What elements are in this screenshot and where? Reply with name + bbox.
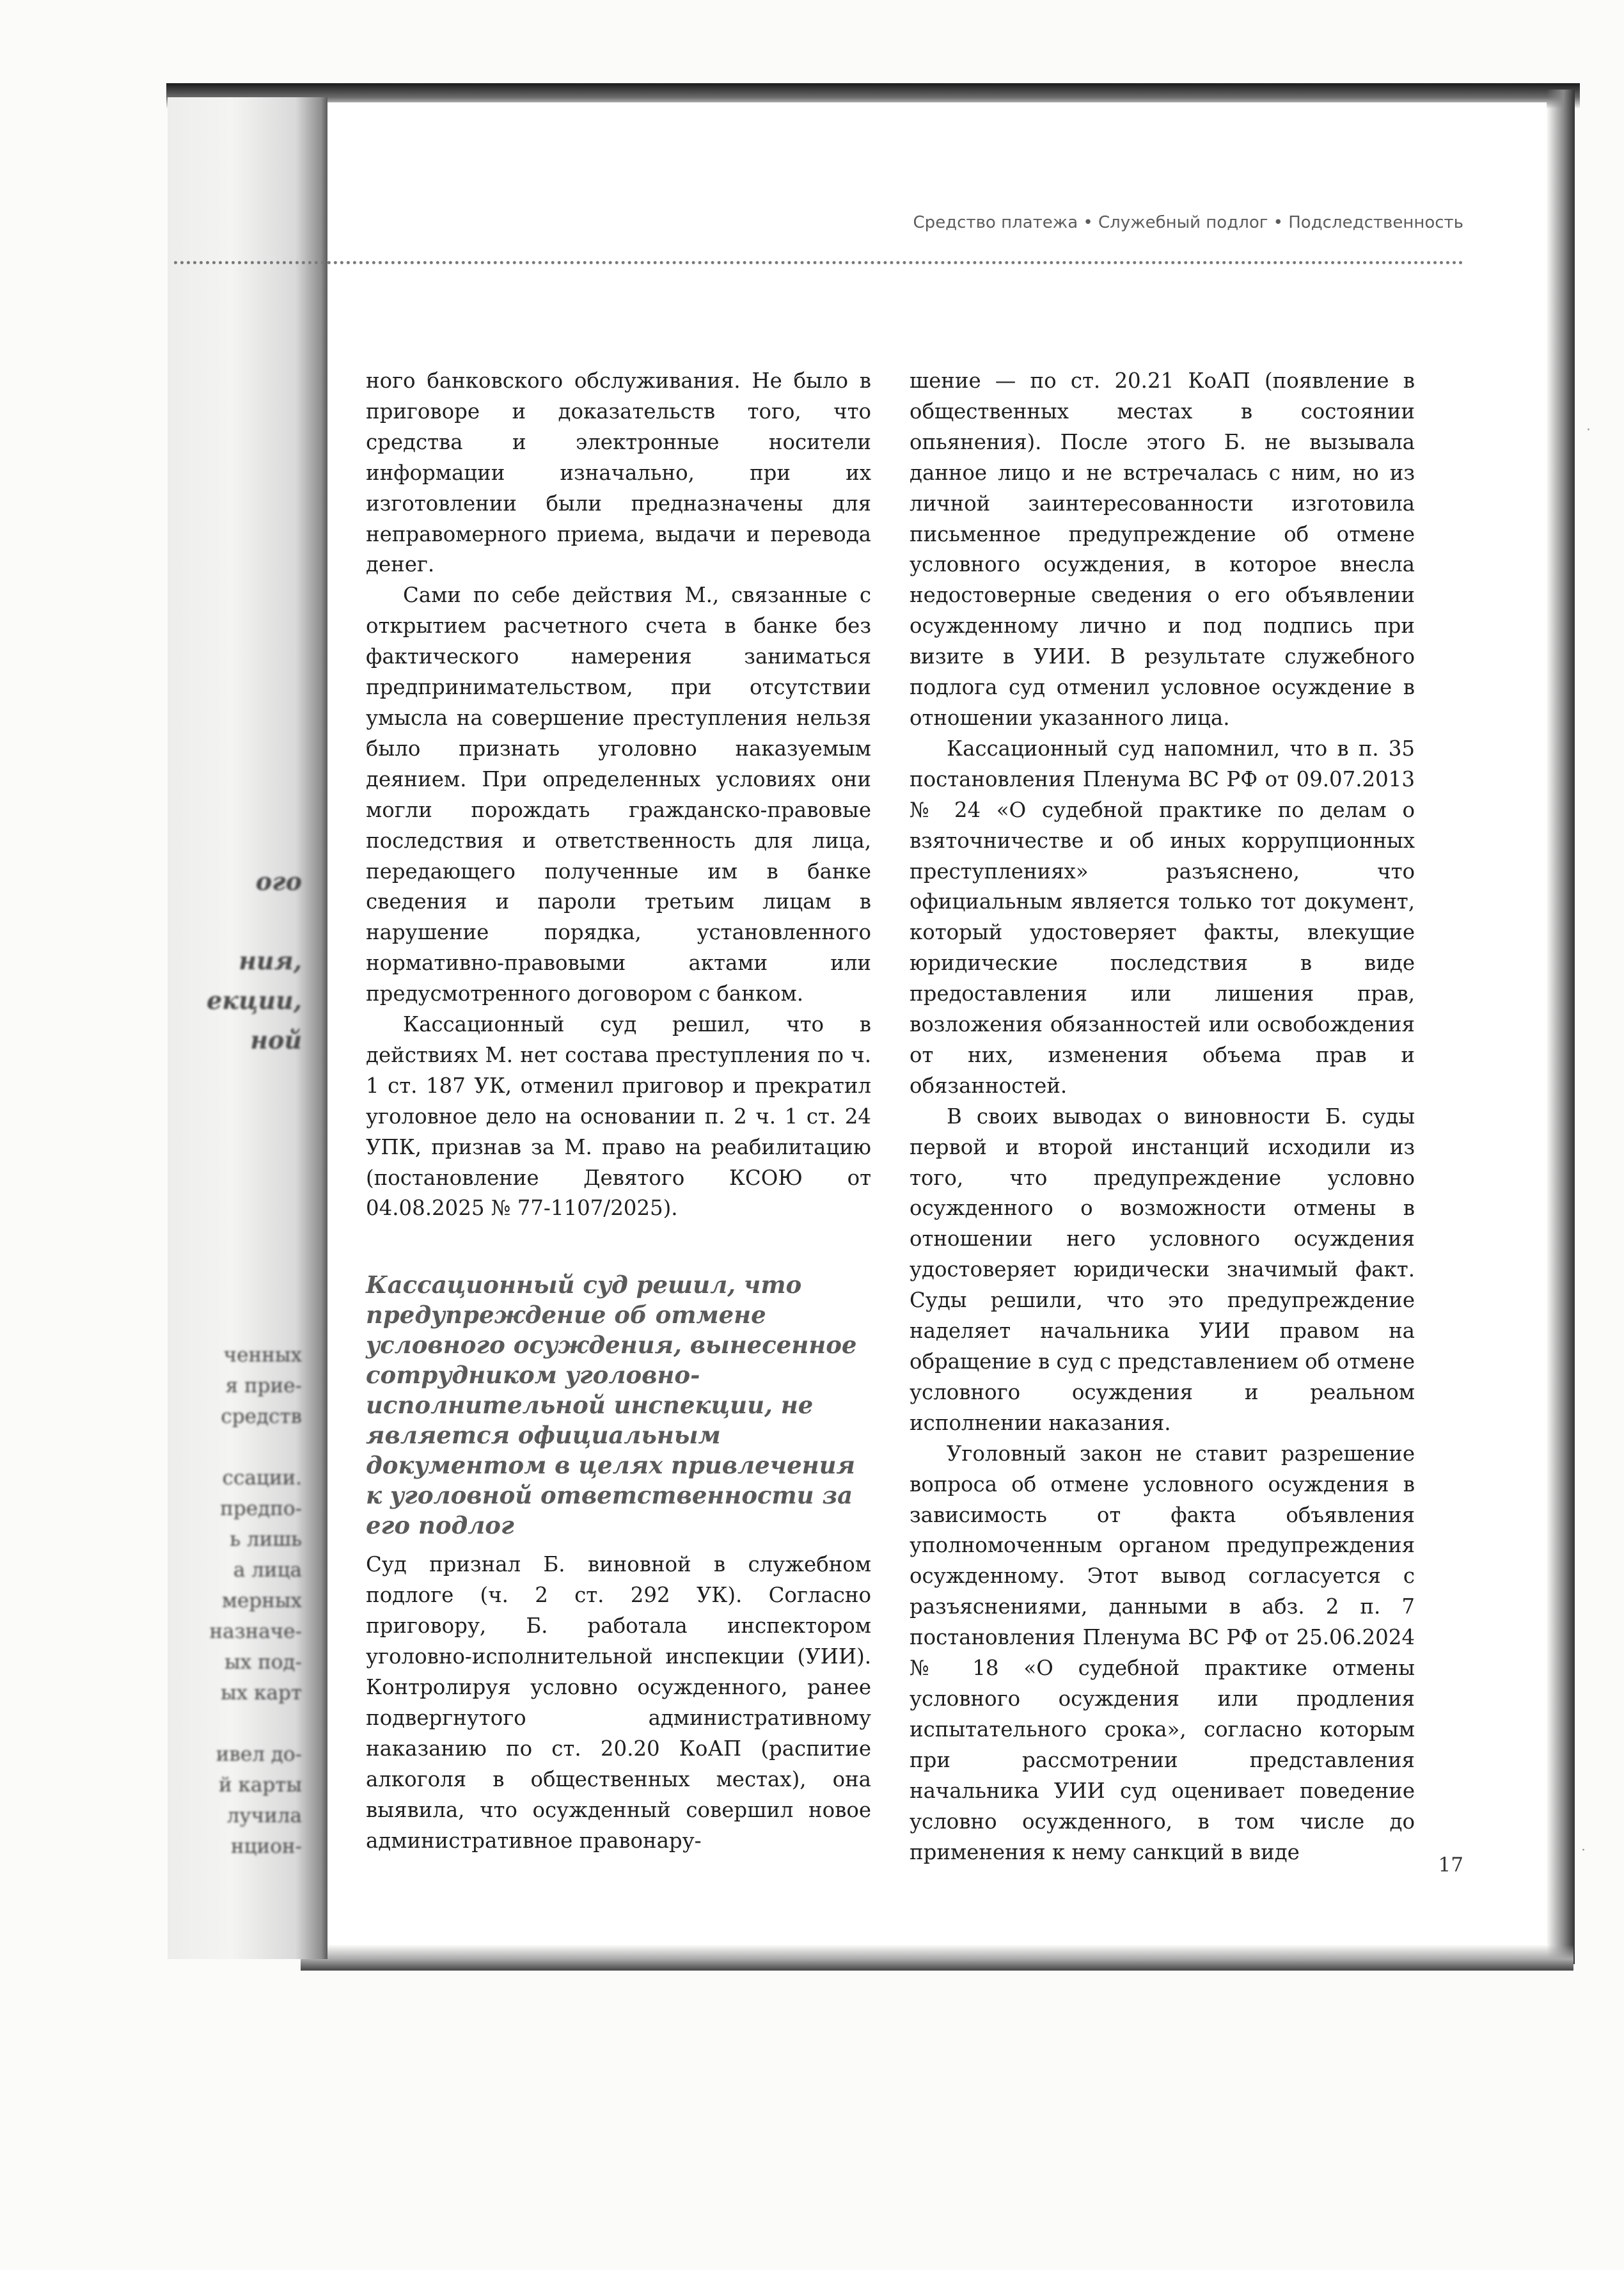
callout-heading: Кассационный суд решил, что предупреждение об отмене условного осуждения, вынесенное сотрудником уголовно-исполнительной инспекции, не является официальным документом в целях привлечения к уголовной ответственности за его подлог xyxy=(366,1271,857,1540)
scan-shadow-right xyxy=(1547,90,1575,1964)
right-column xyxy=(910,366,1415,1868)
left-page-text-fragments: ченных я прие- средств ссации. предпо- ь лишь а лица мерных назначе- ых под- ых карт ивел до- й карты лучила нцион- xyxy=(209,1344,302,1858)
scan-shadow-bottom xyxy=(301,1945,1573,1971)
paragraph: Кассационный суд решил, что в действиях М. нет состава преступления по ч. 1 ст. 187 УК, отменил приговор и прекратил уголовное дело на основании п. 2 ч. 1 ст. 24 УПК, признав за М. право на реабилитацию (постановление Девятого КСОЮ от 04.08.2025 № 77-1107/2025). xyxy=(366,1012,871,1221)
paragraph: Сами по себе действия М., связанные с открытием расчетного счета в банке без фактического намерения заниматься предпринимательством, при отсутствии умысла на совершение преступления нельзя было признать уголовно наказуемым деянием. При определенных условиях они могли порождать гражданско-правовые последствия и ответственность для лица, передающего полученные им в банке сведения и пароли третьим лицам в нарушение порядка, установленного нормативно-правовыми актами или предусмотренного договором с банком. xyxy=(366,583,871,1006)
left-column xyxy=(366,366,871,1856)
scan-speck: · xyxy=(1581,1843,1586,1859)
paragraph: Кассационный суд напомнил, что в п. 35 постановления Пленума ВС РФ от 09.07.2013 № 24 «О судебной практике по делам о взяточничестве и об иных коррупционных преступлениях» разъяснено, что официальным является только тот документ, который удостоверяет факты, влекущие юридические последствия в виде предоставления или лишения прав, возложения обязанностей или освобождения от них, изменения объема прав и обязанностей. xyxy=(910,736,1415,1098)
left-page-heading-fragments: ого ния, екции, ной xyxy=(207,867,302,1054)
paragraph: В своих выводах о виновности Б. суды первой и второй инстанций исходили из того, что предупреждение условно осужденного о возможности отмены в отношении него условного осуждения удостоверяет юридически значимый факт. Суды решили, что это предупреждение наделяет начальника УИИ правом на обращение в суд с представлением об отмене условного осуждения и реальном исполнении наказания. xyxy=(910,1104,1415,1435)
left-page-edge xyxy=(168,97,327,1959)
page-number: 17 xyxy=(1438,1853,1463,1877)
dotted-header-rule xyxy=(174,261,1463,264)
paragraph: ного банковского обслуживания. Не было в приговоре и доказательств того, что средства и электронные носители информации изначально, при их изготовлении были предназначены для неправомерного приема, выдачи и перевода денег. xyxy=(366,369,871,577)
scan-speck: · xyxy=(1586,422,1591,438)
document-page xyxy=(327,102,1547,1945)
paragraph: шение — по ст. 20.21 КоАП (появление в общественных местах в состоянии опьянения). После этого Б. не вызывала данное лицо и не встречалась с ним, но из личной заинтересованности изготовила письменное предупреждение об отмене условного осуждения, в которое внесла недостоверные сведения о его объявлении осужденному лично и под подпись при визите в УИИ. В результате служебного подлога суд отменил условное осуждение в отношении указанного лица. xyxy=(910,369,1415,730)
paragraph: Суд признал Б. виновной в служебном подлоге (ч. 2 ст. 292 УК). Согласно приговору, Б. работала инспектором уголовно-исполнительной инспекции (УИИ). Контролируя условно осужденного, ранее подвергнутого административному наказанию по ст. 20.20 КоАП (распитие алкоголя в общественных местах), она выявила, что осужденный совершил новое административное правонару- xyxy=(366,1552,871,1853)
running-head: Средство платежа • Служебный подлог • Подследственность xyxy=(913,213,1463,232)
paragraph: Уголовный закон не ставит разрешение вопроса об отмене условного осуждения в зависимость от факта объявления уполномоченным органом предупреждения осужденному. Этот вывод согласуется с разъяснениями, данными в абз. 2 п. 7 постановления Пленума ВС РФ от 25.06.2024 № 18 «О судебной практике отмены условного осуждения или продления испытательного срока», согласно которым при рассмотрении представления начальника УИИ суд оценивает поведение условно осужденного, в том числе до применения к нему санкций в виде xyxy=(910,1441,1415,1864)
